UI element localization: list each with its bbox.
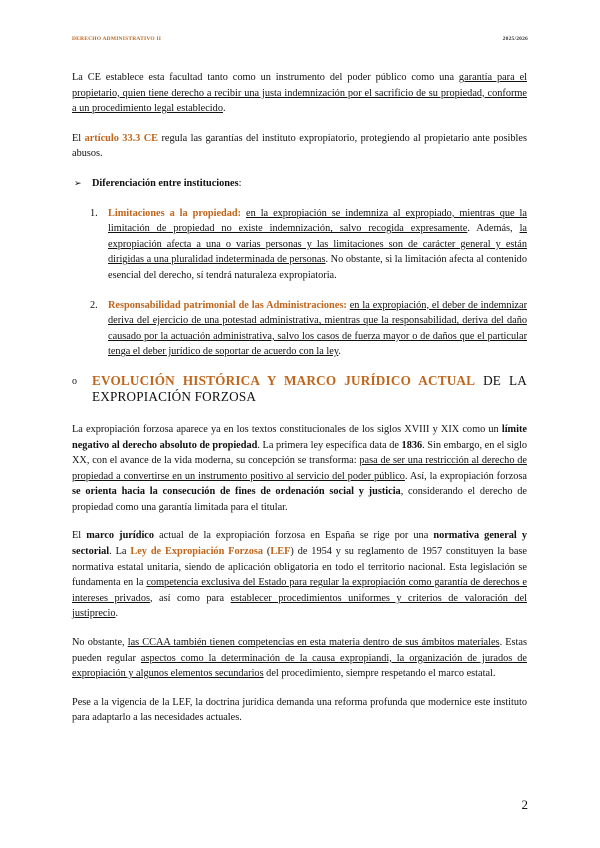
paragraph-marco-juridico bbox=[72, 528, 527, 622]
item-number: 1. bbox=[90, 207, 98, 219]
paragraph-articulo-33 bbox=[72, 131, 527, 162]
item-title: Responsabilidad patrimonial de las Administraciones: bbox=[108, 299, 347, 311]
underlined-text: competencia exclusiva del Estado para regular la expropiación como garantía de derechos e intereses privados bbox=[72, 577, 527, 604]
text-run: Pese a la vigencia de la LEF, la doctrina jurídica demanda una reforma profunda que modernice este instituto para adaptarlo a las necesidades actuales. bbox=[72, 696, 527, 724]
underlined-text: en la expropiación, el deber de indemnizar deriva del ejercicio de una potestad administrativa, mientras que la responsabilidad, deriva del daño causado por la actuación administrativa, salvo los casos de fuerza mayor o de daños que el particular tenga el deber jurídico de soportar de acuerdo con la ley bbox=[108, 299, 528, 358]
text-run: ) de 1954 y su reglamento de 1957 constituyen la base normativa estatal unitaria, siendo de aplicación obligatoria en todo el territorio nacional. Esta legislación se fundamenta en la bbox=[72, 546, 527, 589]
list-heading-text: Diferenciación entre instituciones bbox=[92, 177, 239, 189]
text-run: , así como para bbox=[149, 592, 231, 604]
text-run: El bbox=[72, 132, 85, 144]
section-heading-evolucion bbox=[72, 373, 527, 406]
item-number: 2. bbox=[90, 299, 98, 311]
text-run: . Sin embargo, en el siglo XX, con el avance de la vida moderna, su concepción se transforma: bbox=[72, 439, 527, 467]
list-heading-diferenciacion bbox=[72, 176, 527, 192]
underlined-text: aspectos como la determinación de la causa expropiandi, la organización de jurados de expropiación y algunos elementos secundarios bbox=[72, 652, 527, 680]
text-run: . La primera ley específica data de bbox=[257, 439, 402, 451]
text-run: actual de la expropiación forzosa en España se rige por una bbox=[154, 530, 434, 542]
paragraph-historia bbox=[72, 422, 527, 516]
text-run: . Así, la expropiación forzosa bbox=[404, 470, 527, 482]
text-run: : bbox=[238, 177, 242, 189]
text-run: El bbox=[72, 530, 87, 542]
underlined-text: en la expropiación se indemniza al expropiado, mientras que la limitación de propiedad no existe indemnización, salvo recogida expresamente bbox=[108, 207, 527, 235]
text-run: . bbox=[115, 608, 119, 620]
underlined-text: establecer procedimientos uniformes y criterios de valoración del justiprecio bbox=[72, 592, 528, 620]
underlined-text: garantía para el propietario, quien tiene derecho a recibir una justa indemnización por el sacrificio de su propiedad, conforme a un procedimiento legal establecido bbox=[72, 72, 527, 115]
underlined-text: las CCAA también tienen competencias en esta materia dentro de sus ámbitos materiales bbox=[127, 637, 500, 649]
header-course-title: DERECHO ADMINISTRATIVO II bbox=[72, 36, 162, 42]
bold-text: 1836 bbox=[401, 439, 423, 451]
text-run: . Estas pueden regular bbox=[72, 637, 527, 664]
text-run: La expropiación forzosa aparece ya en los textos constitucionales de los siglos XVIII y XIX como un bbox=[72, 423, 502, 435]
bold-text: normativa general y sectorial bbox=[72, 530, 527, 558]
highlighted-term: LEF bbox=[270, 546, 291, 558]
numbered-item-limitaciones bbox=[72, 206, 527, 284]
text-run: La CE establece esta facultad tanto como un instrumento del poder público como una bbox=[72, 72, 459, 83]
header-year: 2025/2026 bbox=[502, 36, 528, 42]
text-run: No obstante, bbox=[72, 637, 128, 649]
section-title-rest: DE LA EXPROPIACIÓN FORZOSA bbox=[92, 372, 527, 405]
page-number: 2 bbox=[521, 797, 528, 812]
paragraph-reforma bbox=[72, 695, 527, 726]
text-run: regula las garantías del instituto expropiatorio, protegiendo al propietario ante posibles abusos. bbox=[72, 132, 527, 160]
document-body bbox=[72, 70, 527, 726]
text-run: . bbox=[338, 346, 341, 358]
circle-bullet-icon: o bbox=[72, 375, 78, 387]
bold-text: marco jurídico bbox=[86, 530, 155, 542]
text-run: , considerando el derecho de propiedad como una garantía limitada para el titular. bbox=[72, 486, 527, 513]
bold-text: se orienta hacia la consecución de fines de ordenación social y justicia bbox=[72, 486, 401, 498]
section-title-highlight: EVOLUCIÓN HISTÓRICA Y MARCO JURÍDICO ACTUAL bbox=[92, 372, 476, 388]
underlined-text: la expropiación afecta a una o varias personas y las limitaciones son de carácter general y están dirigidas a una pluralidad indeterminada de personas bbox=[108, 223, 527, 266]
item-title: Limitaciones a la propiedad: bbox=[108, 207, 242, 219]
paragraph-ce-facultad bbox=[72, 70, 527, 117]
text-run: . La bbox=[109, 546, 131, 558]
underlined-text: pasa de ser una restricción al derecho de propiedad a convertirse en un instrumento positivo al servicio del poder público bbox=[72, 455, 527, 482]
text-run: . Además, bbox=[467, 223, 520, 235]
text-run: ( bbox=[263, 546, 271, 558]
arrow-bullet-icon: ➢ bbox=[74, 177, 82, 188]
numbered-item-responsabilidad bbox=[72, 298, 527, 360]
bold-text: límite negativo al derecho absoluto de propiedad bbox=[72, 423, 527, 451]
text-run: del procedimiento, siempre respetando el marco estatal. bbox=[263, 668, 496, 680]
highlighted-term: Ley de Expropiación Forzosa bbox=[130, 546, 264, 558]
paragraph-ccaa bbox=[72, 635, 527, 682]
text-run: . No obstante, si la limitación afecta al contenido esencial del derecho, sí tendrá naturaleza expropiatoria. bbox=[108, 254, 527, 281]
highlighted-term: artículo 33.3 CE bbox=[84, 132, 159, 144]
text-run: . bbox=[222, 103, 226, 115]
